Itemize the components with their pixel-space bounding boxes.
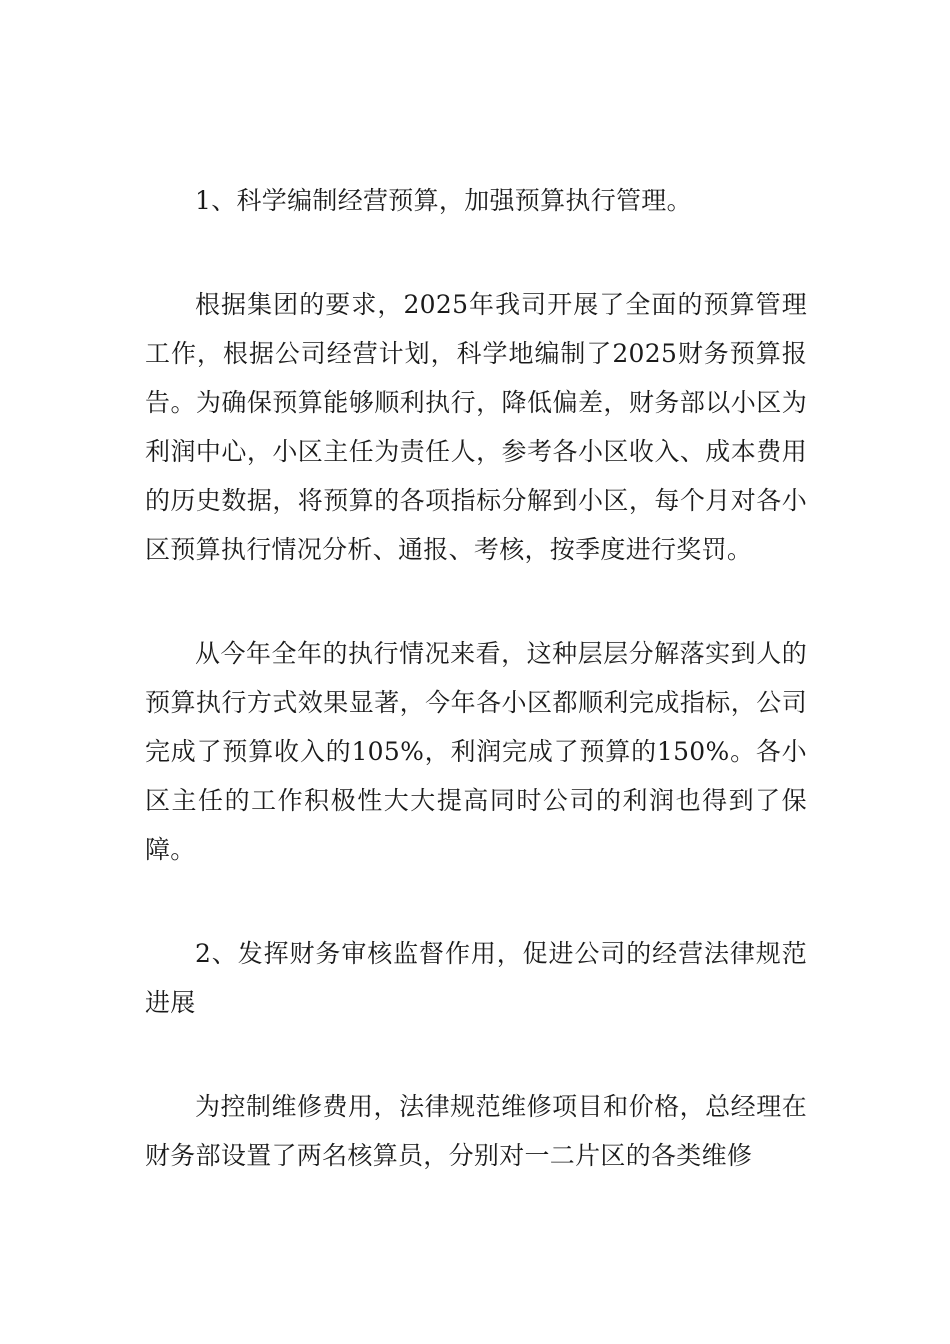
paragraph-gap bbox=[145, 874, 807, 929]
paragraph-maintenance-control: 为控制维修费用，法律规范维修项目和价格，总经理在财务部设置了两名核算员，分别对一二片区的各类维修 bbox=[145, 1092, 807, 1170]
paragraph-budget-management: 根据集团的要求，2025年我司开展了全面的预算管理工作，根据公司经营计划，科学地编制了2025财务预算报告。为确保预算能够顺利执行，降低偏差，财务部以小区为利润中心，小区主任为责任人，参考各小区收入、成本费用的历史数据，将预算的各项指标分解到小区，每个月对各小区预算执行情况分析、通报、考核，按季度进行奖罚。 bbox=[145, 290, 807, 564]
paragraph-gap bbox=[145, 225, 807, 280]
section-heading-2: 2、发挥财务审核监督作用，促进公司的经营法律规范进展 bbox=[145, 939, 807, 1017]
document-body bbox=[145, 176, 807, 1180]
paragraph-gap bbox=[145, 1027, 807, 1082]
section-heading-1: 1、科学编制经营预算，加强预算执行管理。 bbox=[195, 186, 692, 215]
paragraph-execution-results: 从今年全年的执行情况来看，这种层层分解落实到人的预算执行方式效果显著，今年各小区都顺利完成指标，公司完成了预算收入的105%，利润完成了预算的150%。各小区主任的工作积极性大大提高同时公司的利润也得到了保障。 bbox=[145, 639, 807, 864]
paragraph-gap bbox=[145, 574, 807, 629]
